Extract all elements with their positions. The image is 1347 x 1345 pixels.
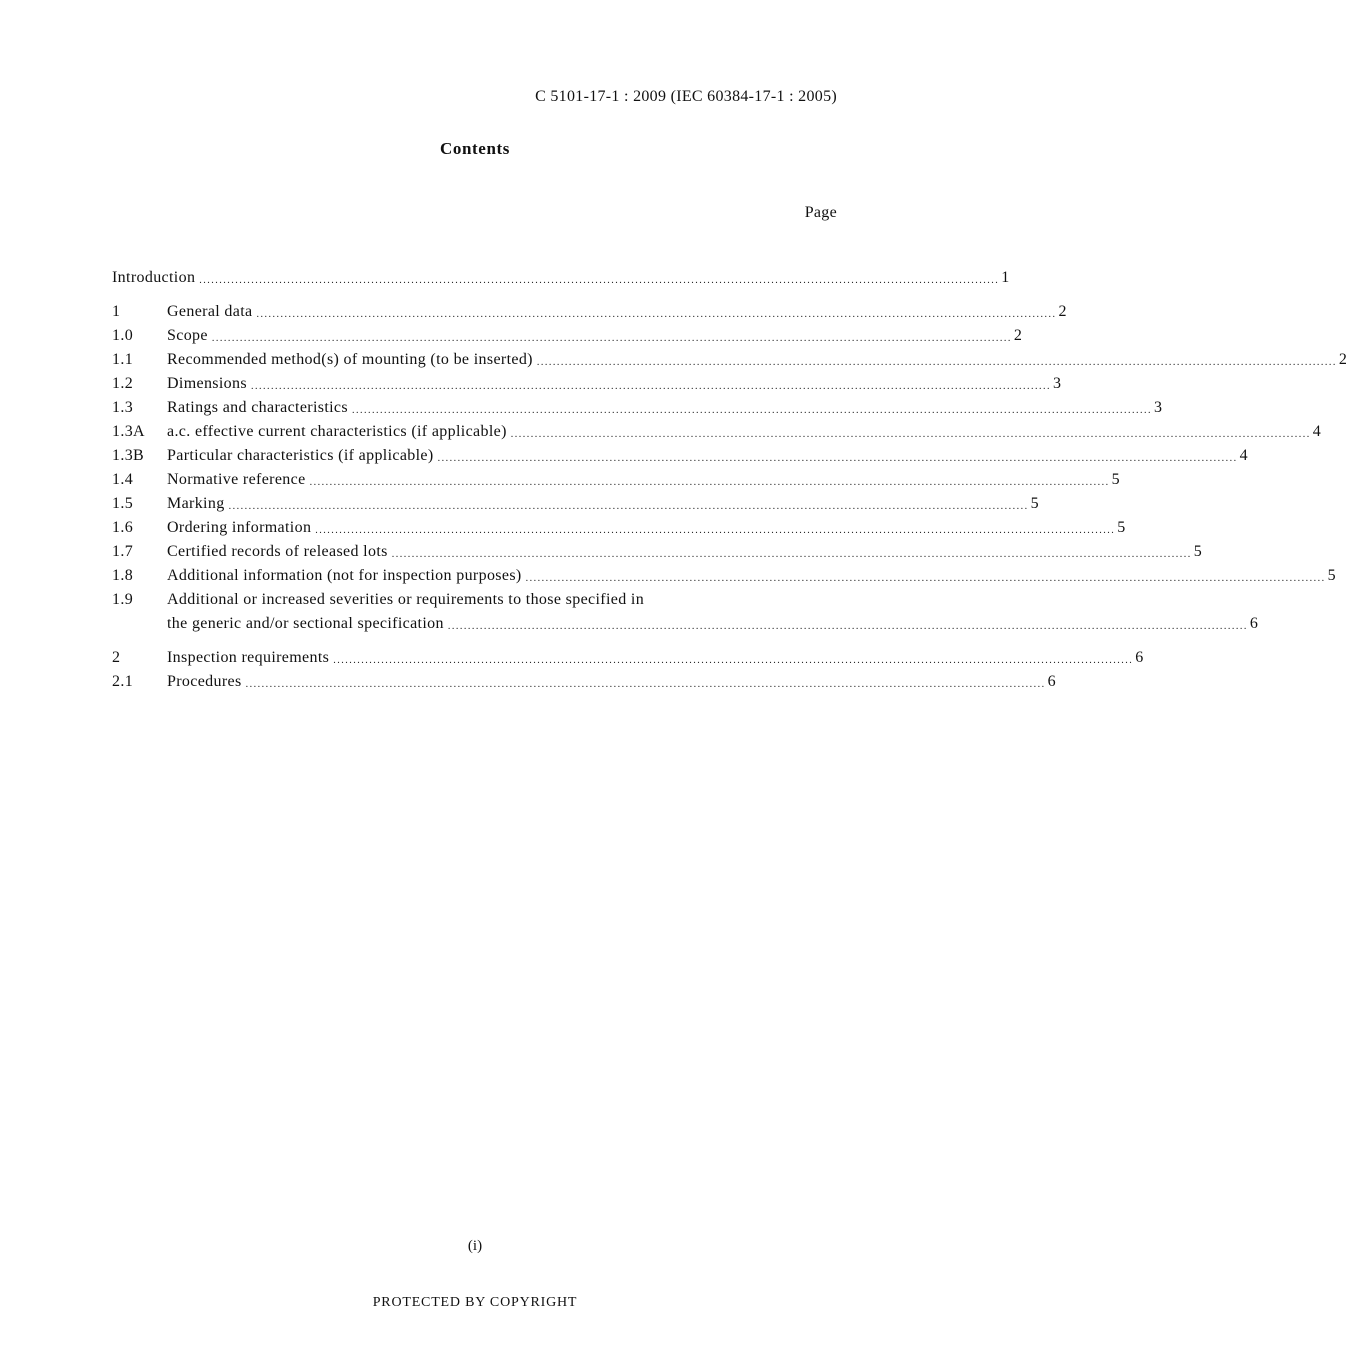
toc-entry-number: 1.6 [112, 519, 134, 536]
toc-entry-number: 1.3A [112, 423, 145, 440]
dot-leader: ........................................................................................................................................................................................................ [333, 655, 1134, 666]
toc-section-2 [112, 646, 1144, 694]
toc-entry[interactable] [112, 372, 1062, 396]
toc-entry-page: 2 [1338, 351, 1347, 368]
toc-entry[interactable] [112, 444, 1248, 468]
toc-entry[interactable] [112, 670, 1056, 694]
toc-entry-title: Recommended method(s) of mounting (to be inserted) [167, 351, 533, 368]
toc-entry[interactable] [112, 420, 1322, 444]
toc-entry-page: 1 [1001, 269, 1010, 286]
toc-entry-page: 5 [1117, 519, 1126, 536]
toc-entry-1-9[interactable] [112, 588, 1259, 636]
page-column-label: Page [804, 204, 837, 221]
toc-entry-title-line-2: the generic and/or sectional specification [167, 615, 444, 632]
dot-leader: ........................................................................................................................................................................................................ [536, 357, 1337, 368]
toc-entry-title: Ratings and characteristics [167, 399, 348, 416]
dot-leader: ........................................................................................................................................................................................................ [256, 309, 1057, 320]
toc-entry-page: 4 [1239, 447, 1248, 464]
toc-entry-page: 3 [1153, 399, 1163, 416]
toc-entry-number: 1.0 [112, 327, 134, 344]
toc-entry-title: Additional information (not for inspection purposes) [167, 567, 522, 584]
toc-entry-page: 6 [1047, 673, 1056, 690]
dot-leader: ........................................................................................................................................................................................................ [447, 621, 1248, 632]
dot-leader: ........................................................................................................................................................................................................ [525, 573, 1326, 584]
dot-leader: ........................................................................................................................................................................................................ [315, 525, 1116, 536]
toc-entry-page: 6 [1135, 649, 1144, 666]
toc-entry[interactable] [112, 492, 1039, 516]
toc-entry-title: Normative reference [167, 471, 306, 488]
toc-entry-page: 5 [1111, 471, 1120, 488]
toc-entry[interactable] [112, 300, 1067, 324]
toc-entry-title: Certified records of released lots [167, 543, 388, 560]
toc-entry-title: Dimensions [167, 375, 247, 392]
toc-entry-page: 5 [1193, 543, 1203, 560]
toc-entry-number: 1.9 [112, 591, 134, 608]
toc-entry-page: 4 [1312, 423, 1322, 440]
toc-entry-page: 3 [1052, 375, 1062, 392]
page-title: Contents [440, 139, 510, 158]
toc-entry-page: 6 [1249, 615, 1259, 632]
copyright-notice: PROTECTED BY COPYRIGHT [372, 1295, 578, 1310]
toc-entry-number: 1.2 [112, 375, 134, 392]
toc-entry-number: 1 [112, 303, 121, 320]
toc-entry[interactable] [112, 348, 1347, 372]
toc-entry-title: Inspection requirements [167, 649, 330, 666]
toc-entry[interactable] [112, 324, 1023, 348]
toc-entry-introduction[interactable] [112, 266, 1010, 290]
toc-entry-page: 2 [1058, 303, 1067, 320]
dot-leader: ........................................................................................................................................................................................................ [199, 275, 1000, 286]
toc-entry-number: 1.8 [112, 567, 134, 584]
toc-entry-number: 1.7 [112, 543, 134, 560]
toc-entry-number: 1.1 [112, 351, 134, 368]
toc-entry-title: Ordering information [167, 519, 312, 536]
dot-leader: ........................................................................................................................................................................................................ [211, 333, 1012, 344]
toc-entry[interactable] [112, 646, 1144, 670]
toc-entry-page: 5 [1327, 567, 1336, 584]
toc-entry-page: 2 [1013, 327, 1023, 344]
toc-entry-title: General data [167, 303, 253, 320]
toc-entry-number: 2 [112, 649, 121, 666]
toc-entry-body [167, 588, 1258, 636]
toc-entry-title: Procedures [167, 673, 242, 690]
toc-entry[interactable] [112, 540, 1203, 564]
toc-section-1 [112, 300, 1347, 636]
dot-leader: ........................................................................................................................................................................................................ [391, 549, 1192, 560]
toc-entry-number: 1.4 [112, 471, 134, 488]
toc-entry[interactable] [112, 564, 1336, 588]
dot-leader: ........................................................................................................................................................................................................ [228, 501, 1029, 512]
toc-entry-title-line-2-row [167, 612, 1258, 636]
dot-leader: ........................................................................................................................................................................................................ [250, 381, 1051, 392]
toc-entry-number: 2.1 [112, 673, 134, 690]
toc-entry-title-line-1: Additional or increased severities or requirements to those specified in [167, 591, 645, 608]
page-number: (i) [467, 1238, 483, 1254]
dot-leader: ........................................................................................................................................................................................................ [437, 453, 1238, 464]
toc-entry-title: Scope [167, 327, 208, 344]
toc-entry-number: 1.3 [112, 399, 134, 416]
toc-entry-number: 1.5 [112, 495, 134, 512]
toc-entry-title: a.c. effective current characteristics (if applicable) [167, 423, 507, 440]
toc-entry-title: Introduction [112, 269, 196, 286]
toc-entry-page: 5 [1030, 495, 1039, 512]
dot-leader: ........................................................................................................................................................................................................ [309, 477, 1110, 488]
toc-entry[interactable] [112, 468, 1120, 492]
toc-entry[interactable] [112, 516, 1126, 540]
toc-entry[interactable] [112, 396, 1163, 420]
dot-leader: ........................................................................................................................................................................................................ [245, 679, 1046, 690]
toc-entry-title: Marking [167, 495, 225, 512]
dot-leader: ........................................................................................................................................................................................................ [351, 405, 1152, 416]
toc-entry-number: 1.3B [112, 447, 145, 464]
toc-introduction-block [112, 266, 1010, 290]
document-identifier: C 5101-17-1 : 2009 (IEC 60384-17-1 : 2005) [535, 88, 837, 105]
toc-entry-title: Particular characteristics (if applicable) [167, 447, 434, 464]
dot-leader: ........................................................................................................................................................................................................ [510, 429, 1311, 440]
